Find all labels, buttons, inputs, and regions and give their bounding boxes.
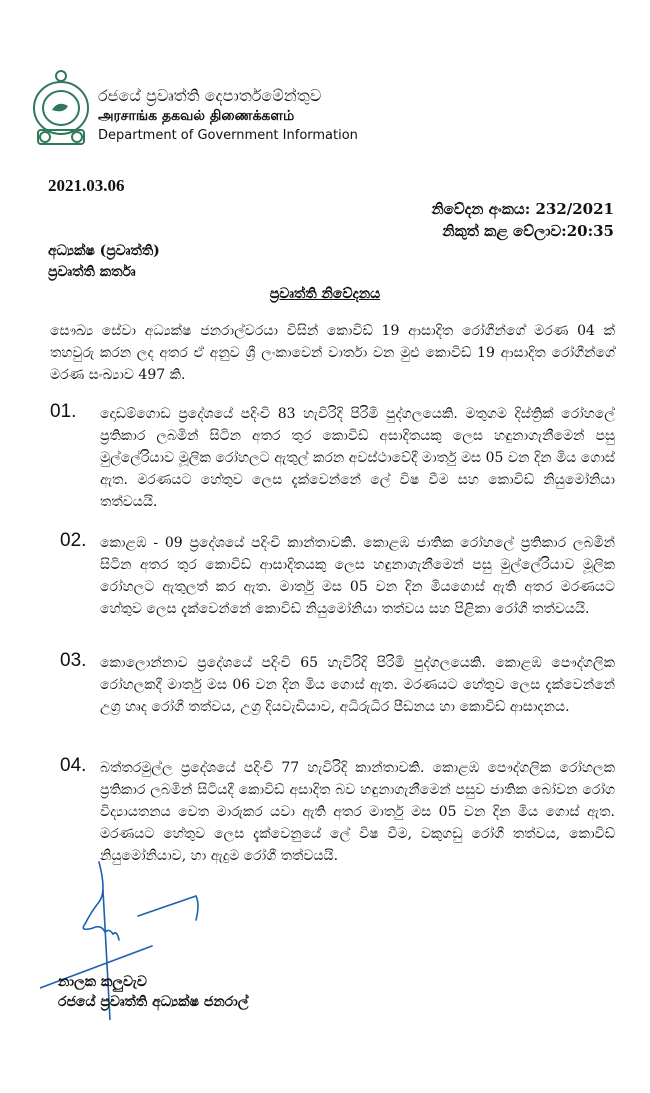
item-number: 02. [60, 530, 87, 551]
recipient-line-2: ප්‍රවෘත්ති කර්තෘ [48, 264, 136, 280]
list-item [40, 403, 615, 513]
recipient-line-1: අධ්‍යක්ෂ (ප්‍රවෘත්ති) [48, 243, 160, 259]
org-name-sinhala: රජයේ ප්‍රවෘත්ති දෙපාර්තමේන්තුව [98, 86, 322, 105]
list-item [40, 652, 615, 718]
org-name-tamil: அரசாங்க தகவல் திணைக்களம் [98, 108, 295, 124]
release-date: 2021.03.06 [48, 176, 125, 195]
signatory-name: නාලක කලුවැව [58, 974, 147, 990]
org-name-english: Department of Government Information [98, 128, 358, 143]
intro-paragraph: සෞඛ්‍ය සේවා අධ්‍යක්ෂ ජනරාල්වරයා විසින් කොවිඩ් 19 ආසාදිත රෝගීන්ගේ මරණ 04 ක් තහවුරු කරන ලද අතර ඒ අනුව ශ්‍රී ලංකාවෙන් වාර්තා වන මුළු කොවිඩ් 19 ආසාදිත රෝගීන්ගේ මරණ සංඛ්‍යාව 497 කි. [50, 323, 615, 383]
government-emblem-logo [30, 68, 92, 150]
item-text: දොඩම්ගොඩ ප්‍රදේශයේ පදිංචි 83 හැවිරිදි පිරිමි පුද්ගලයෙකි. මතුගම දිස්ත්‍රික් රෝහලේ ප්‍රතිකාර ලබමින් සිටින අතර තුර කොවිඩ් අසාදිතයකු ලෙස හඳුනාගැනීමෙන් පසු මුල්ලේරියාව මූලික රෝහලට ඇතුල් කරන අවස්ථාවේදී මාර්තු මස 05 වන දින මිය ගොස් ඇත. මරණයට හේතුව ලෙස දැක්වෙන්නේ ලේ විෂ වීම සහ කොවිඩ් නියුමෝනියා තත්වයයි. [100, 406, 615, 510]
item-number: 03. [60, 650, 87, 671]
list-item [40, 532, 615, 620]
item-text: කොලොන්නාව ප්‍රදේශයේ පදිංචි 65 හැවිරිදි පිරිමි පුද්ගලයෙකි. කොළඹ පෞද්ගලික රෝහලකදී මාර්තු මස 06 වන දින මිය ගොස් ඇත. මරණයට හේතුව ලෙස දැක්වෙන්නේ උග්‍ර හෘද රෝගී තත්වය, උග්‍ර දියවැඩියාව, අධිරුධිර පීඩනය හා කොවිඩ් ආසාදනය. [100, 655, 615, 715]
item-text: කොළඹ - 09 ප්‍රදේශයේ පදිංචි කාන්තාවකි. කොළඹ ජාතික රෝහලේ ප්‍රතිකාර ලබමින් සිටින අතර තුර කොවිඩ් ආසාදිතයකු ලෙස හඳුනාගැනීමෙන් පසු මුල්ලේරියාව මූලික රෝහලට ඇතුලත් කර ඇත. මාර්තු මස 05 වන දින මියගොස් ඇති අතර මරණයට හේතුව ලෙස දැක්වෙන්නේ කොවිඩ් නියුමෝනියා තත්වය සහ පිළිකා රෝගී තත්වයයි. [100, 535, 615, 617]
item-text: බත්තරමුල්ල ප්‍රදේශයේ පදිංචි 77 හැවිරිදි කාන්තාවකි. කොළඹ පෞද්ගලික රෝහලක ප්‍රතිකාර ලබමින් සිටියදී කොවිඩ් අසාදිත බව හඳුනාගැනීමෙන් පසුව ජාතික බෝවන රෝග විද්‍යායතනය වෙත මාරුකර යවා ඇති අතර මාර්තු මස 05 වන දින මිය ගොස් ඇත. මරණයට හේතුව ලෙස දැක්වෙනුයේ ලේ විෂ වීම, වකුගඩු රෝගී තත්වය, කොවිඩ් නියුමෝනියාව, හා ඇදුම රෝගී තත්වයයි. [100, 760, 615, 864]
list-item [40, 757, 615, 867]
document-title: ප්‍රවෘත්ති නිවේදනය [269, 286, 381, 302]
signatory-title: රජයේ ප්‍රවෘත්ති අධ්‍යක්ෂ ජනරාල් [58, 994, 249, 1010]
release-number: නිවේදන අංකය: 232/2021 [431, 200, 614, 218]
release-time: නිකුත් කළ වේලාව:20:35 [442, 222, 614, 240]
item-number: 04. [60, 755, 87, 776]
item-number: 01. [50, 401, 77, 422]
